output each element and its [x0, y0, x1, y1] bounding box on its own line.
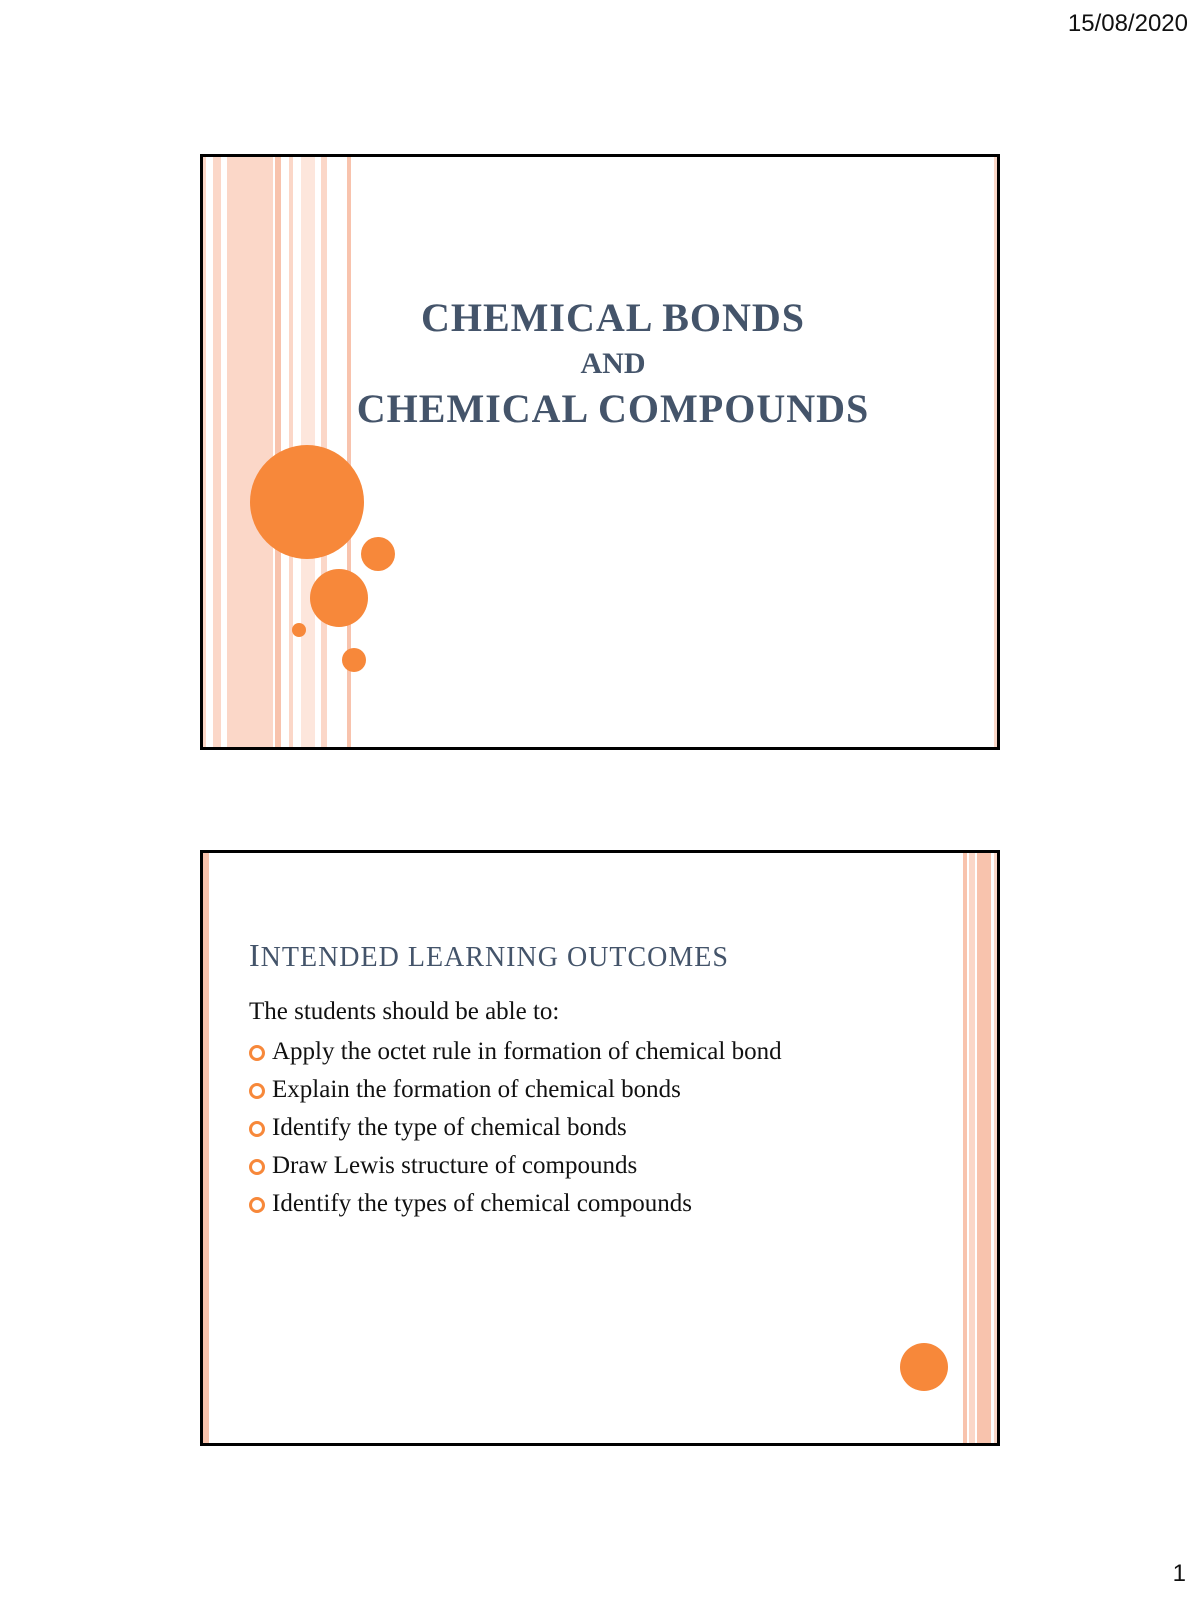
list-item: [249, 1112, 829, 1143]
decorative-stripe: [203, 853, 209, 1443]
intro-text: The students should be able to:: [249, 998, 560, 1025]
list-item: [249, 1074, 829, 1105]
circle-bullet-icon: [249, 1121, 265, 1137]
slide-heading: [249, 937, 729, 974]
outcomes-list: [249, 1036, 829, 1226]
page-date: 15/08/2020: [1067, 10, 1188, 37]
decorative-stripe: [994, 157, 997, 747]
title-slide: [200, 154, 1000, 750]
circle-bullet-icon: [249, 1159, 265, 1175]
title-line-1: CHEMICAL BONDS: [420, 295, 806, 340]
decorative-stripe: [969, 853, 975, 1443]
list-item: [249, 1036, 829, 1067]
slide-title: [333, 295, 893, 432]
decorative-stripe: [227, 157, 273, 747]
decorative-stripe: [213, 157, 221, 747]
decorative-circle: [900, 1343, 948, 1391]
decorative-circle: [292, 623, 306, 637]
outcome-text: Identify the types of chemical compounds: [272, 1190, 693, 1217]
heading-rest: NTENDED LEARNING OUTCOMES: [260, 942, 729, 973]
decorative-circle: [250, 445, 364, 559]
outcomes-slide: [200, 850, 1000, 1446]
decorative-stripe: [977, 853, 991, 1443]
outcome-text: Explain the formation of chemical bonds: [272, 1076, 681, 1103]
decorative-circle: [310, 569, 368, 627]
list-item: [249, 1188, 829, 1219]
circle-bullet-icon: [249, 1045, 265, 1061]
decorative-circle: [361, 537, 395, 571]
list-item: [249, 1150, 829, 1181]
outcome-text: Identify the type of chemical bonds: [272, 1114, 627, 1141]
decorative-stripe: [963, 853, 967, 1443]
circle-bullet-icon: [249, 1083, 265, 1099]
decorative-stripe: [994, 853, 997, 1443]
title-line-3: CHEMICAL COMPOUNDS: [356, 385, 870, 431]
outcome-text: Apply the octet rule in formation of chemical bond: [272, 1038, 782, 1065]
circle-bullet-icon: [249, 1197, 265, 1213]
page-number: 1: [1172, 1560, 1186, 1587]
heading-initial: I: [249, 937, 261, 973]
outcome-text: Draw Lewis structure of compounds: [272, 1152, 638, 1179]
decorative-stripe: [203, 157, 206, 747]
decorative-circle: [342, 648, 366, 672]
title-line-2: AND: [580, 347, 646, 380]
